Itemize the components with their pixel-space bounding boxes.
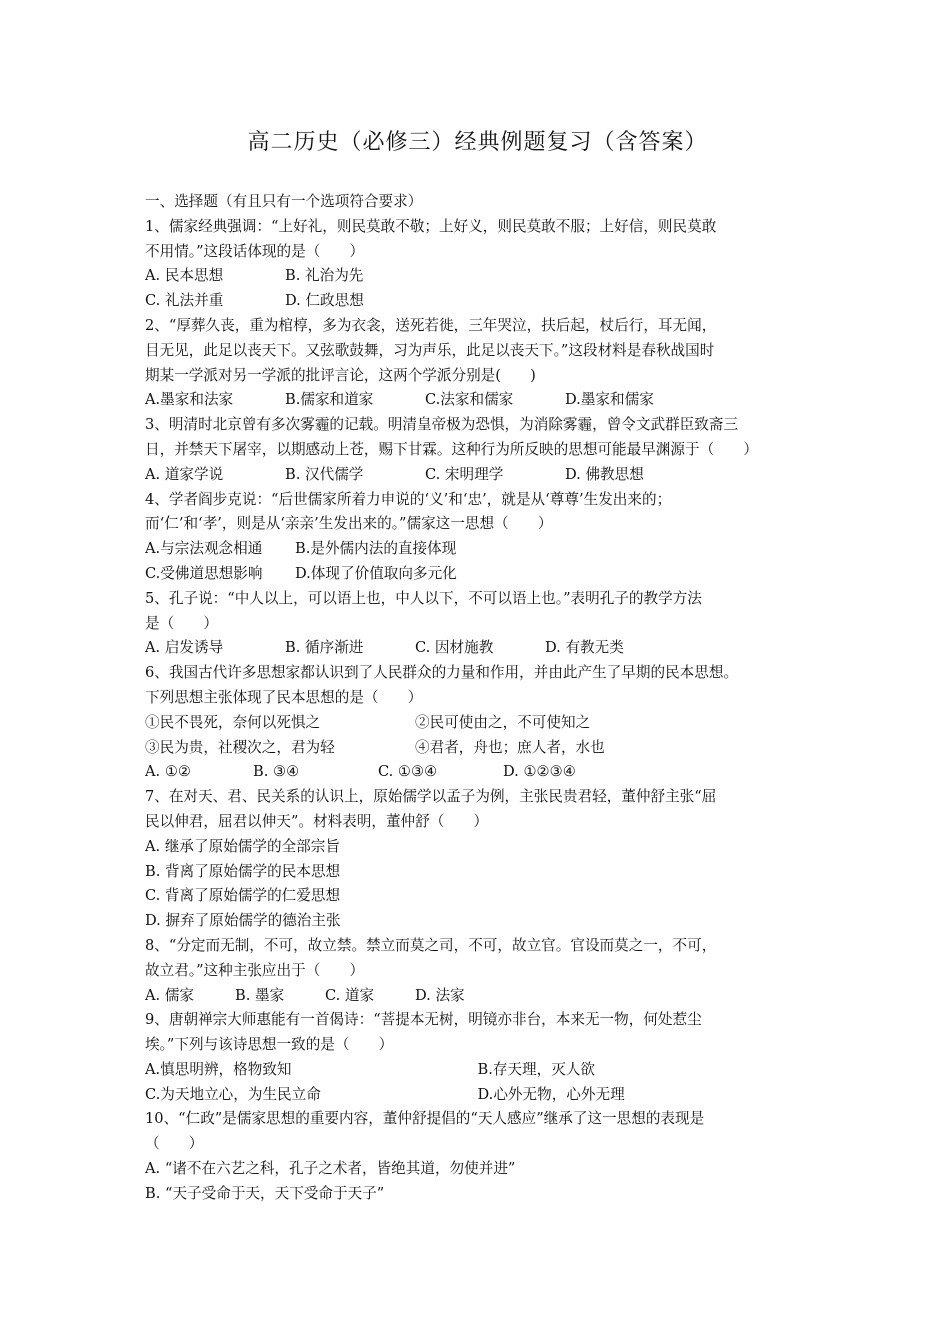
question-8 — [145, 934, 810, 1008]
option-c: C.受佛道思想影响 — [145, 564, 263, 582]
option-row — [145, 1083, 810, 1108]
option-d: D. 法家 — [415, 986, 465, 1004]
option-a: A.墨家和法家 — [145, 391, 234, 409]
question-text: （ ） — [145, 1135, 204, 1153]
option-d: D. 佛教思想 — [565, 465, 644, 483]
statement-4: ④君者，舟也；庶人者，水也 — [415, 738, 605, 756]
question-1 — [145, 215, 810, 314]
statement-1: ①民不畏死，奈何以死惧之 — [145, 713, 321, 731]
question-4 — [145, 488, 810, 587]
option-c: C. 背离了原始儒学的仁爱思想 — [145, 887, 341, 905]
question-text: 而‘仁’和‘孝’，则是从‘亲亲’生发出来的。”儒家这一思想（ ） — [145, 515, 553, 533]
question-text: 6、我国古代许多思想家都认识到了人民群众的力量和作用，并由此产生了早期的民本思想。 — [145, 664, 739, 682]
question-text: 2、“厚葬久丧，重为棺椁，多为衣衾，送死若徙，三年哭泣，扶后起，杖后行，耳无闻， — [145, 316, 717, 334]
statement-row — [145, 736, 810, 761]
question-text: 4、学者阎步克说：“后世儒家所着力申说的‘义’和‘忠’，就是从‘尊尊’生发出来的； — [145, 490, 672, 508]
option-d: D.心外无物，心外无理 — [477, 1085, 625, 1103]
section-heading: 一、选择题（有且只有一个选项符合要求） — [145, 193, 423, 210]
question-text: 是（ ） — [145, 614, 218, 632]
option-a: A. ①② — [145, 763, 191, 781]
question-9 — [145, 1008, 810, 1107]
option-b: B. 礼治为先 — [285, 267, 364, 285]
option-a: A.慎思明辨，格物致知 — [145, 1060, 292, 1078]
option-b: B. 背离了原始儒学的民本思想 — [145, 862, 341, 880]
option-row — [145, 289, 810, 314]
option-b: B. ③④ — [253, 763, 300, 781]
option-b: B. 汉代儒学 — [285, 465, 364, 483]
option-row — [145, 388, 810, 413]
statement-row — [145, 711, 810, 736]
option-b: B.存天理，灭人欲 — [477, 1060, 596, 1078]
option-row — [145, 1058, 810, 1083]
option-d: D.墨家和儒家 — [565, 391, 654, 409]
option-c: C. 因材施教 — [415, 639, 494, 657]
option-row — [145, 760, 810, 785]
statement-2: ②民可使由之，不可使知之 — [415, 713, 591, 731]
option-a: A. 道家学说 — [145, 465, 224, 483]
option-c: C. 礼法并重 — [145, 292, 224, 310]
question-text: 日，并禁天下屠宰，以期感动上苍，赐下甘霖。这种行为所反映的思想可能最早渊源于（ ） — [145, 440, 758, 458]
question-text: 故立君。”这种主张应出于（ ） — [145, 961, 365, 979]
question-6 — [145, 661, 810, 785]
question-text: 期某一学派对另一学派的批评言论，这两个学派分别是( ) — [145, 366, 536, 384]
statement-3: ③民为贵，社稷次之，君为轻 — [145, 738, 335, 756]
option-b: B.是外儒内法的直接体现 — [295, 540, 457, 558]
option-row — [145, 463, 810, 488]
question-3 — [145, 413, 810, 487]
option-b: B.儒家和道家 — [285, 391, 374, 409]
option-b: B. 墨家 — [235, 986, 285, 1004]
option-d: D.体现了价值取向多元化 — [295, 564, 457, 582]
question-text: 1、儒家经典强调：“上好礼，则民莫敢不敬；上好义，则民莫敢不服；上好信，则民莫敢 — [145, 217, 717, 235]
document-body — [145, 190, 810, 1207]
option-row — [145, 537, 810, 562]
question-text: 10、“仁政”是儒家思想的重要内容，董仲舒提倡的“天人感应”继承了这一思想的表现是 — [145, 1110, 705, 1128]
option-a: A. 民本思想 — [145, 267, 224, 285]
question-text: 埃。”下列与该诗思想一致的是（ ） — [145, 1036, 394, 1054]
question-7 — [145, 785, 810, 934]
question-text: 8、“分定而无制，不可，故立禁。禁立而莫之司，不可，故立官。官设而莫之一，不可， — [145, 936, 717, 954]
option-b: B. “天子受命于天，天下受命于天子” — [145, 1184, 385, 1202]
option-d: D. 摒弃了原始儒学的德治主张 — [145, 912, 341, 930]
option-a: A. “诸不在六艺之科，孔子之术者，皆绝其道，勿使并进” — [145, 1160, 516, 1178]
option-b: B. 循序渐进 — [285, 639, 364, 657]
option-a: A.与宗法观念相通 — [145, 540, 263, 558]
option-a: A. 启发诱导 — [145, 639, 224, 657]
question-text: 目无见，此足以丧天下。又弦歌鼓舞，习为声乐，此足以丧天下。”这段材料是春秋战国时 — [145, 341, 715, 359]
option-row — [145, 264, 810, 289]
option-c: C. 宋明理学 — [425, 465, 504, 483]
option-d: D. ①②③④ — [503, 763, 576, 781]
option-row — [145, 562, 810, 587]
question-2 — [145, 314, 810, 413]
option-a: A. 儒家 — [145, 986, 195, 1004]
question-text: 9、唐朝禅宗大师惠能有一首偈诗：“菩提本无树，明镜亦非台，本来无一物，何处惹尘 — [145, 1011, 702, 1029]
option-c: C. ①③④ — [378, 763, 438, 781]
option-d: D. 有教无类 — [545, 639, 624, 657]
option-c: C.法家和儒家 — [425, 391, 514, 409]
question-10 — [145, 1107, 810, 1206]
question-text: 5、孔子说：“中人以上，可以语上也，中人以下，不可以语上也。”表明孔子的教学方法 — [145, 589, 702, 607]
question-text: 民以伸君，屈君以伸天”。材料表明，董仲舒（ ） — [145, 812, 489, 830]
option-row — [145, 636, 810, 661]
option-c: C. 道家 — [325, 986, 375, 1004]
option-a: A. 继承了原始儒学的全部宗旨 — [145, 837, 340, 855]
question-text: 不用情。”这段话体现的是（ ） — [145, 242, 365, 260]
option-row — [145, 984, 810, 1009]
question-text: 3、明清时北京曾有多次雾霾的记载。明清皇帝极为恐惧，为消除雾霾，曾令文武群臣致斋三 — [145, 416, 739, 434]
question-5 — [145, 587, 810, 661]
question-text: 7、在对天、君、民关系的认识上，原始儒学以孟子为例，主张民贵君轻，董仲舒主张“屈 — [145, 788, 717, 806]
document-title: 高二历史（必修三）经典例题复习（含答案） — [247, 130, 708, 155]
option-d: D. 仁政思想 — [285, 292, 364, 310]
option-c: C.为天地立心，为生民立命 — [145, 1085, 321, 1103]
question-text: 下列思想主张体现了民本思想的是（ ） — [145, 688, 423, 706]
